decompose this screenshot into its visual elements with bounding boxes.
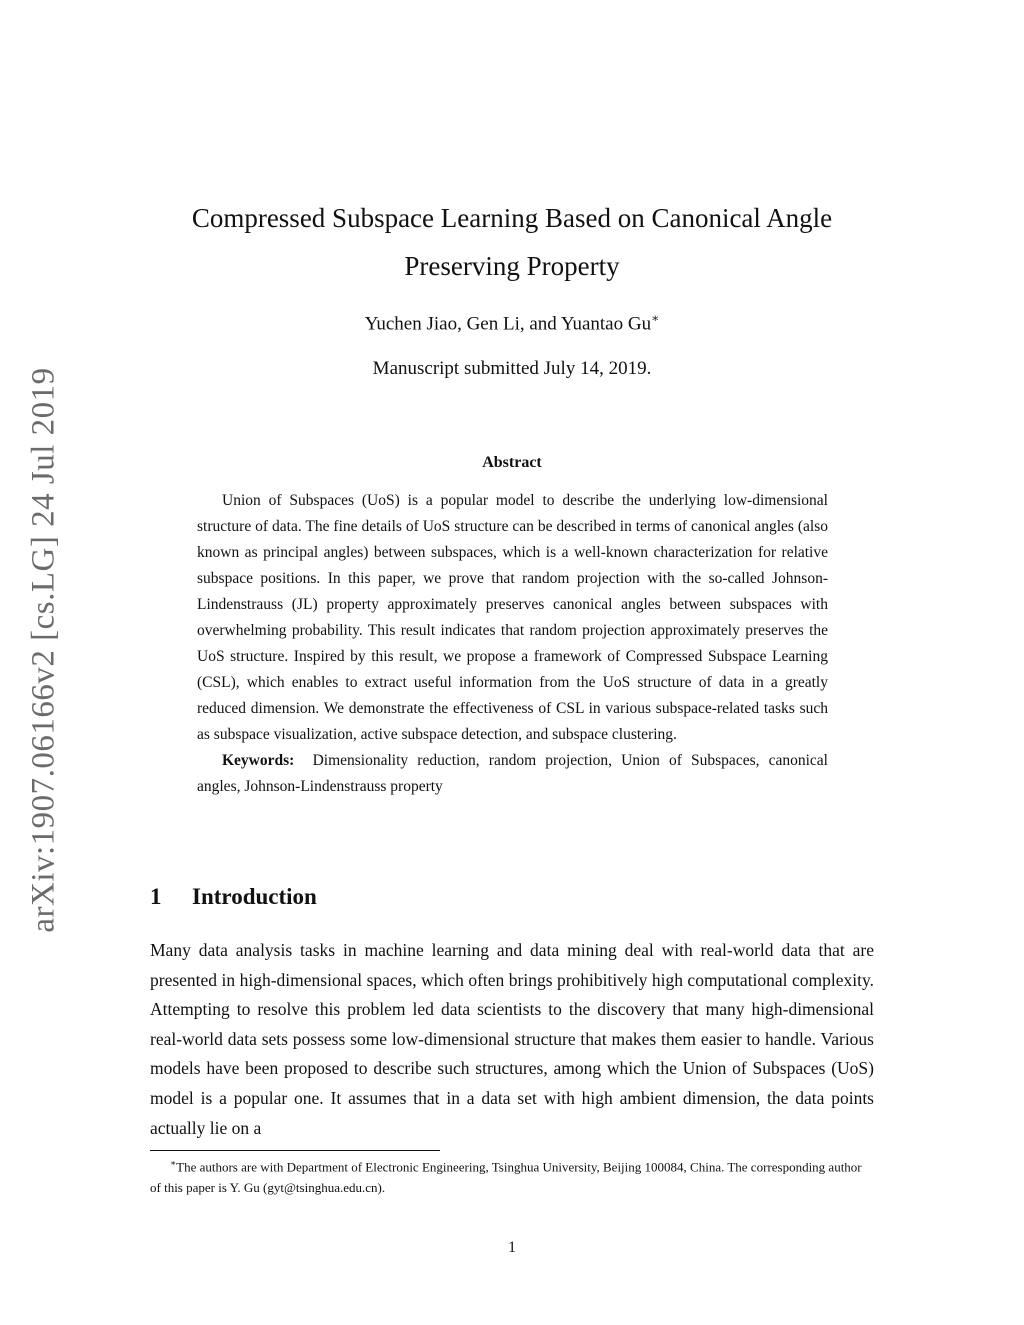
abstract-body [197, 488, 828, 800]
keywords-paragraph [197, 748, 828, 800]
arxiv-identifier: arXiv:1907.06166v2 [cs.LG] 24 Jul 2019 [25, 367, 62, 933]
author-names: Yuchen Jiao, Gen Li, and Yuantao Gu [364, 313, 652, 335]
keywords-label: Keywords: [222, 752, 295, 769]
footnote-divider [150, 1150, 440, 1151]
page-number: 1 [508, 1239, 516, 1256]
keywords-text: Dimensionality reduction, random projection, Union of Subspaces, canonical angles, Johnson-Lindenstrauss property [197, 752, 828, 795]
footnote-text: The authors are with Department of Electronic Engineering, Tsinghua University, Beijing 100084, China. The corresponding author of this paper is Y. Gu (gyt@tsinghua.edu.cn). [150, 1159, 862, 1196]
submission-date: Manuscript submitted July 14, 2019. [372, 358, 652, 379]
section-title: Introduction [192, 884, 317, 909]
section-number: 1 [150, 884, 162, 909]
author-footnote-mark[interactable]: ∗ [651, 311, 660, 325]
title-line-2: Preserving Property [404, 251, 620, 281]
footnote [150, 1153, 874, 1198]
introduction-paragraph: Many data analysis tasks in machine learning and data mining deal with real-world data that are presented in high-dimensional spaces, which often brings prohibitively high computational complexity. Attempting to resolve this problem led data scientists to the discovery that many high-dimensional real-world data sets possess some low-dimensional structure that makes them easier to handle. Various models have been proposed to describe such structures, among which the Union of Subspaces (UoS) model is a popular one. It assumes that in a data set with high ambient dimension, the data points actually lie on a [150, 940, 874, 1138]
abstract-text: Union of Subspaces (UoS) is a popular model to describe the underlying low-dimensional structure of data. The fine details of UoS structure can be described in terms of canonical angles (also known as principal angles) between subspaces, which is a well-known characterization for relative subspace positions. In this paper, we prove that random projection with the so-called Johnson-Lindenstrauss (JL) property approximately preserves canonical angles between subspaces with overwhelming probability. This result indicates that random projection approximately preserves the UoS structure. Inspired by this result, we propose a framework of Compressed Subspace Learning (CSL), which enables to extract useful information from the UoS structure of data in a greatly reduced dimension. We demonstrate the effectiveness of CSL in various subspace-related tasks such as subspace visualization, active subspace detection, and subspace clustering. [197, 492, 828, 743]
paper-title [130, 194, 894, 290]
section-heading-introduction [150, 884, 317, 910]
footnote-mark: ∗ [170, 1158, 177, 1168]
author-list [130, 311, 894, 335]
title-line-1: Compressed Subspace Learning Based on Canonical Angle [191, 203, 833, 233]
abstract-heading: Abstract [482, 454, 542, 471]
